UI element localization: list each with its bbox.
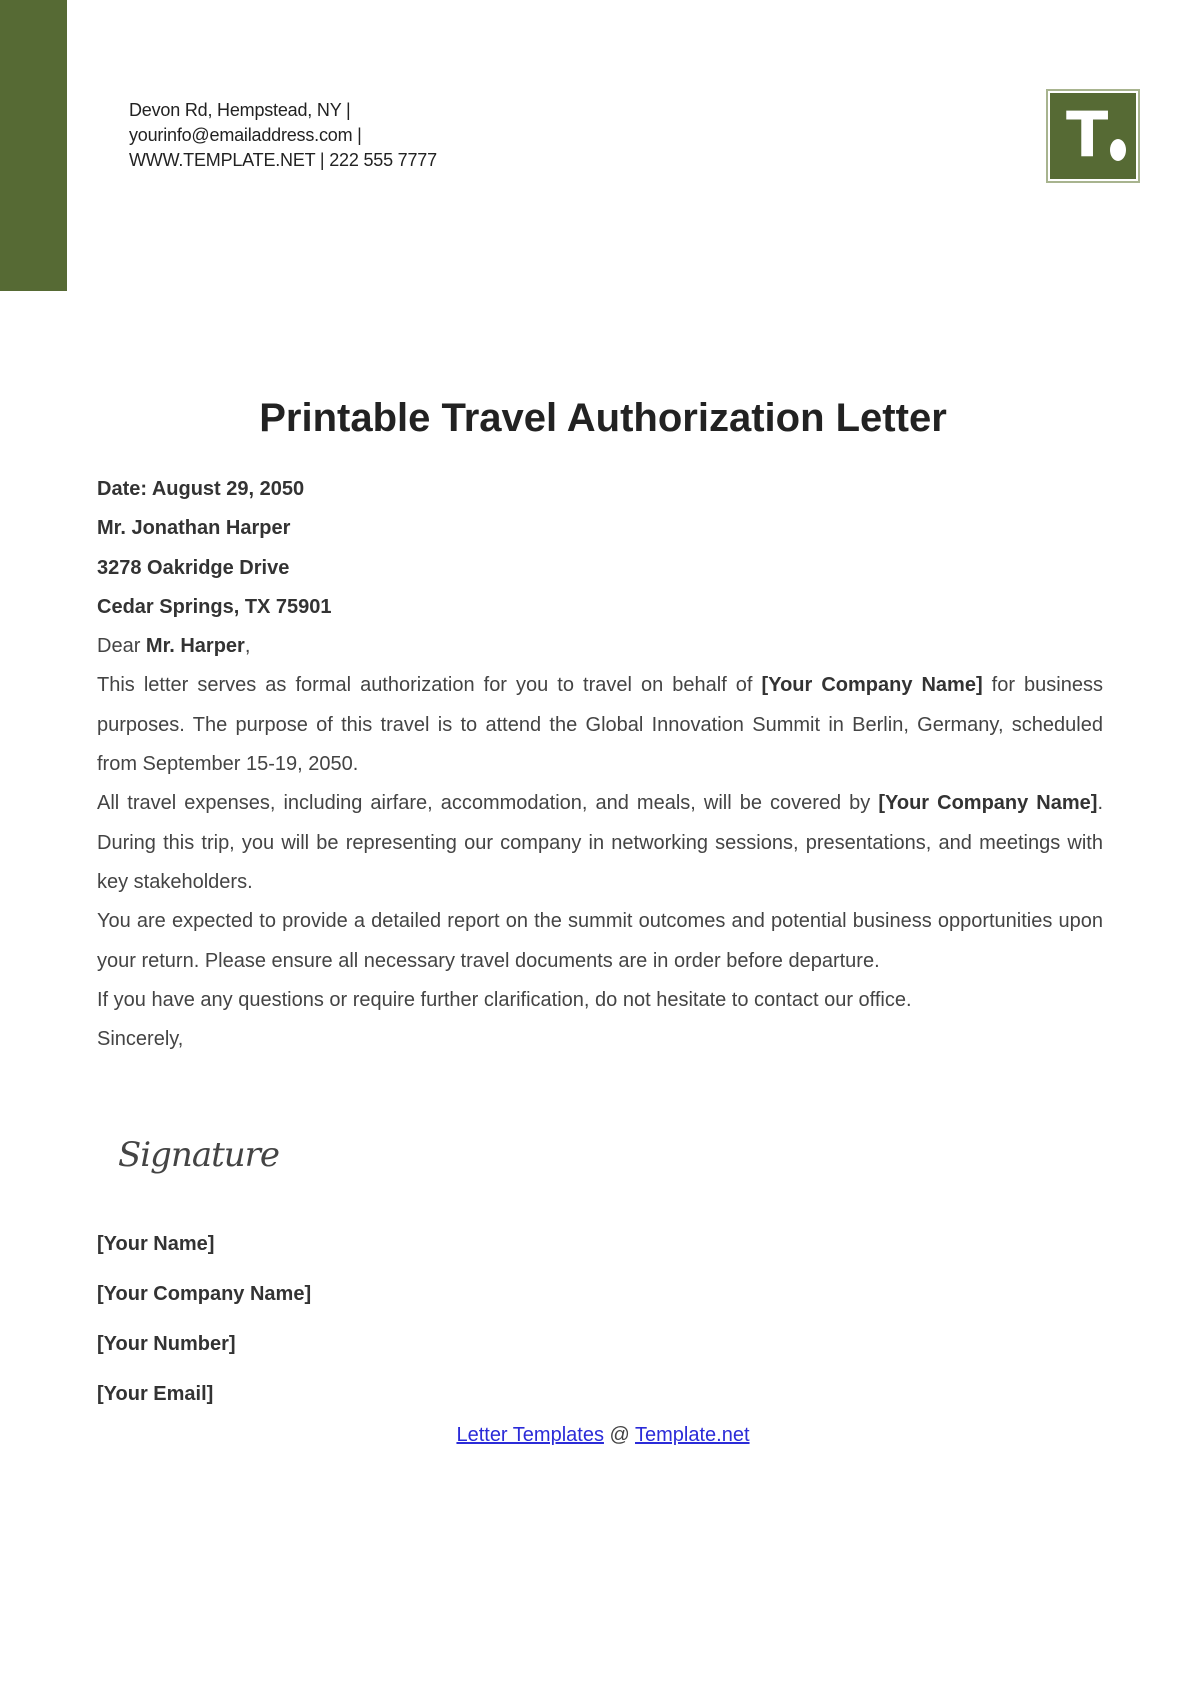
template-net-link[interactable]: Template.net [635,1424,750,1446]
recipient-address-line2: Cedar Springs, TX 75901 [97,595,332,618]
paragraph-expenses: All travel expenses, including airfare, accommodation, and meals, will be covered by [Your Company Name]. During this trip, you will be representing our company in networking sessions, presentations, and meetings with key stakeholders. [97,792,1104,893]
sender-number: [Your Number] [97,1333,236,1355]
recipient-name: Mr. Jonathan Harper [97,517,291,540]
sender-company: [Your Company Name] [97,1283,312,1305]
letter-date: Date: August 29, 2050 [97,478,305,500]
letter-templates-link[interactable]: Letter Templates [456,1424,604,1446]
recipient-address-line1: 3278 Oakridge Drive [97,556,290,579]
contact-website-phone: WWW.TEMPLATE.NET | 222 555 7777 [129,150,437,170]
paragraph-report: You are expected to provide a detailed report on the summit outcomes and potential business opportunities upon your return. Please ensure all necessary travel documents are in order before departure. [97,910,1103,972]
closing: Sincerely, [97,1028,184,1051]
contact-info [129,98,437,173]
letter-body [97,470,1103,1059]
signature: Signature [118,1135,280,1175]
footer [0,1424,1200,1447]
template-logo: T [1048,91,1138,181]
paragraph-contact: If you have any questions or require further clarification, do not hesitate to contact our office. [97,988,912,1011]
sender-email: [Your Email] [97,1383,214,1405]
contact-email: yourinfo@emailaddress.com | [129,125,362,145]
page-title: Printable Travel Authorization Letter [259,396,947,440]
footer-separator: @ [603,1424,636,1446]
accent-bar [0,0,67,291]
sender-block [97,1233,311,1433]
contact-address: Devon Rd, Hempstead, NY | [129,100,351,120]
paragraph-authorization: This letter serves as formal authorization for you to travel on behalf of [Your Company Name] for business purposes. The purpose of this travel is to attend the Global Innovation Summit in Berlin, Germany, scheduled from September 15-19, 2050. [97,674,1103,776]
salutation: Dear Mr. Harper, [97,635,251,658]
sender-name: [Your Name] [97,1233,215,1255]
